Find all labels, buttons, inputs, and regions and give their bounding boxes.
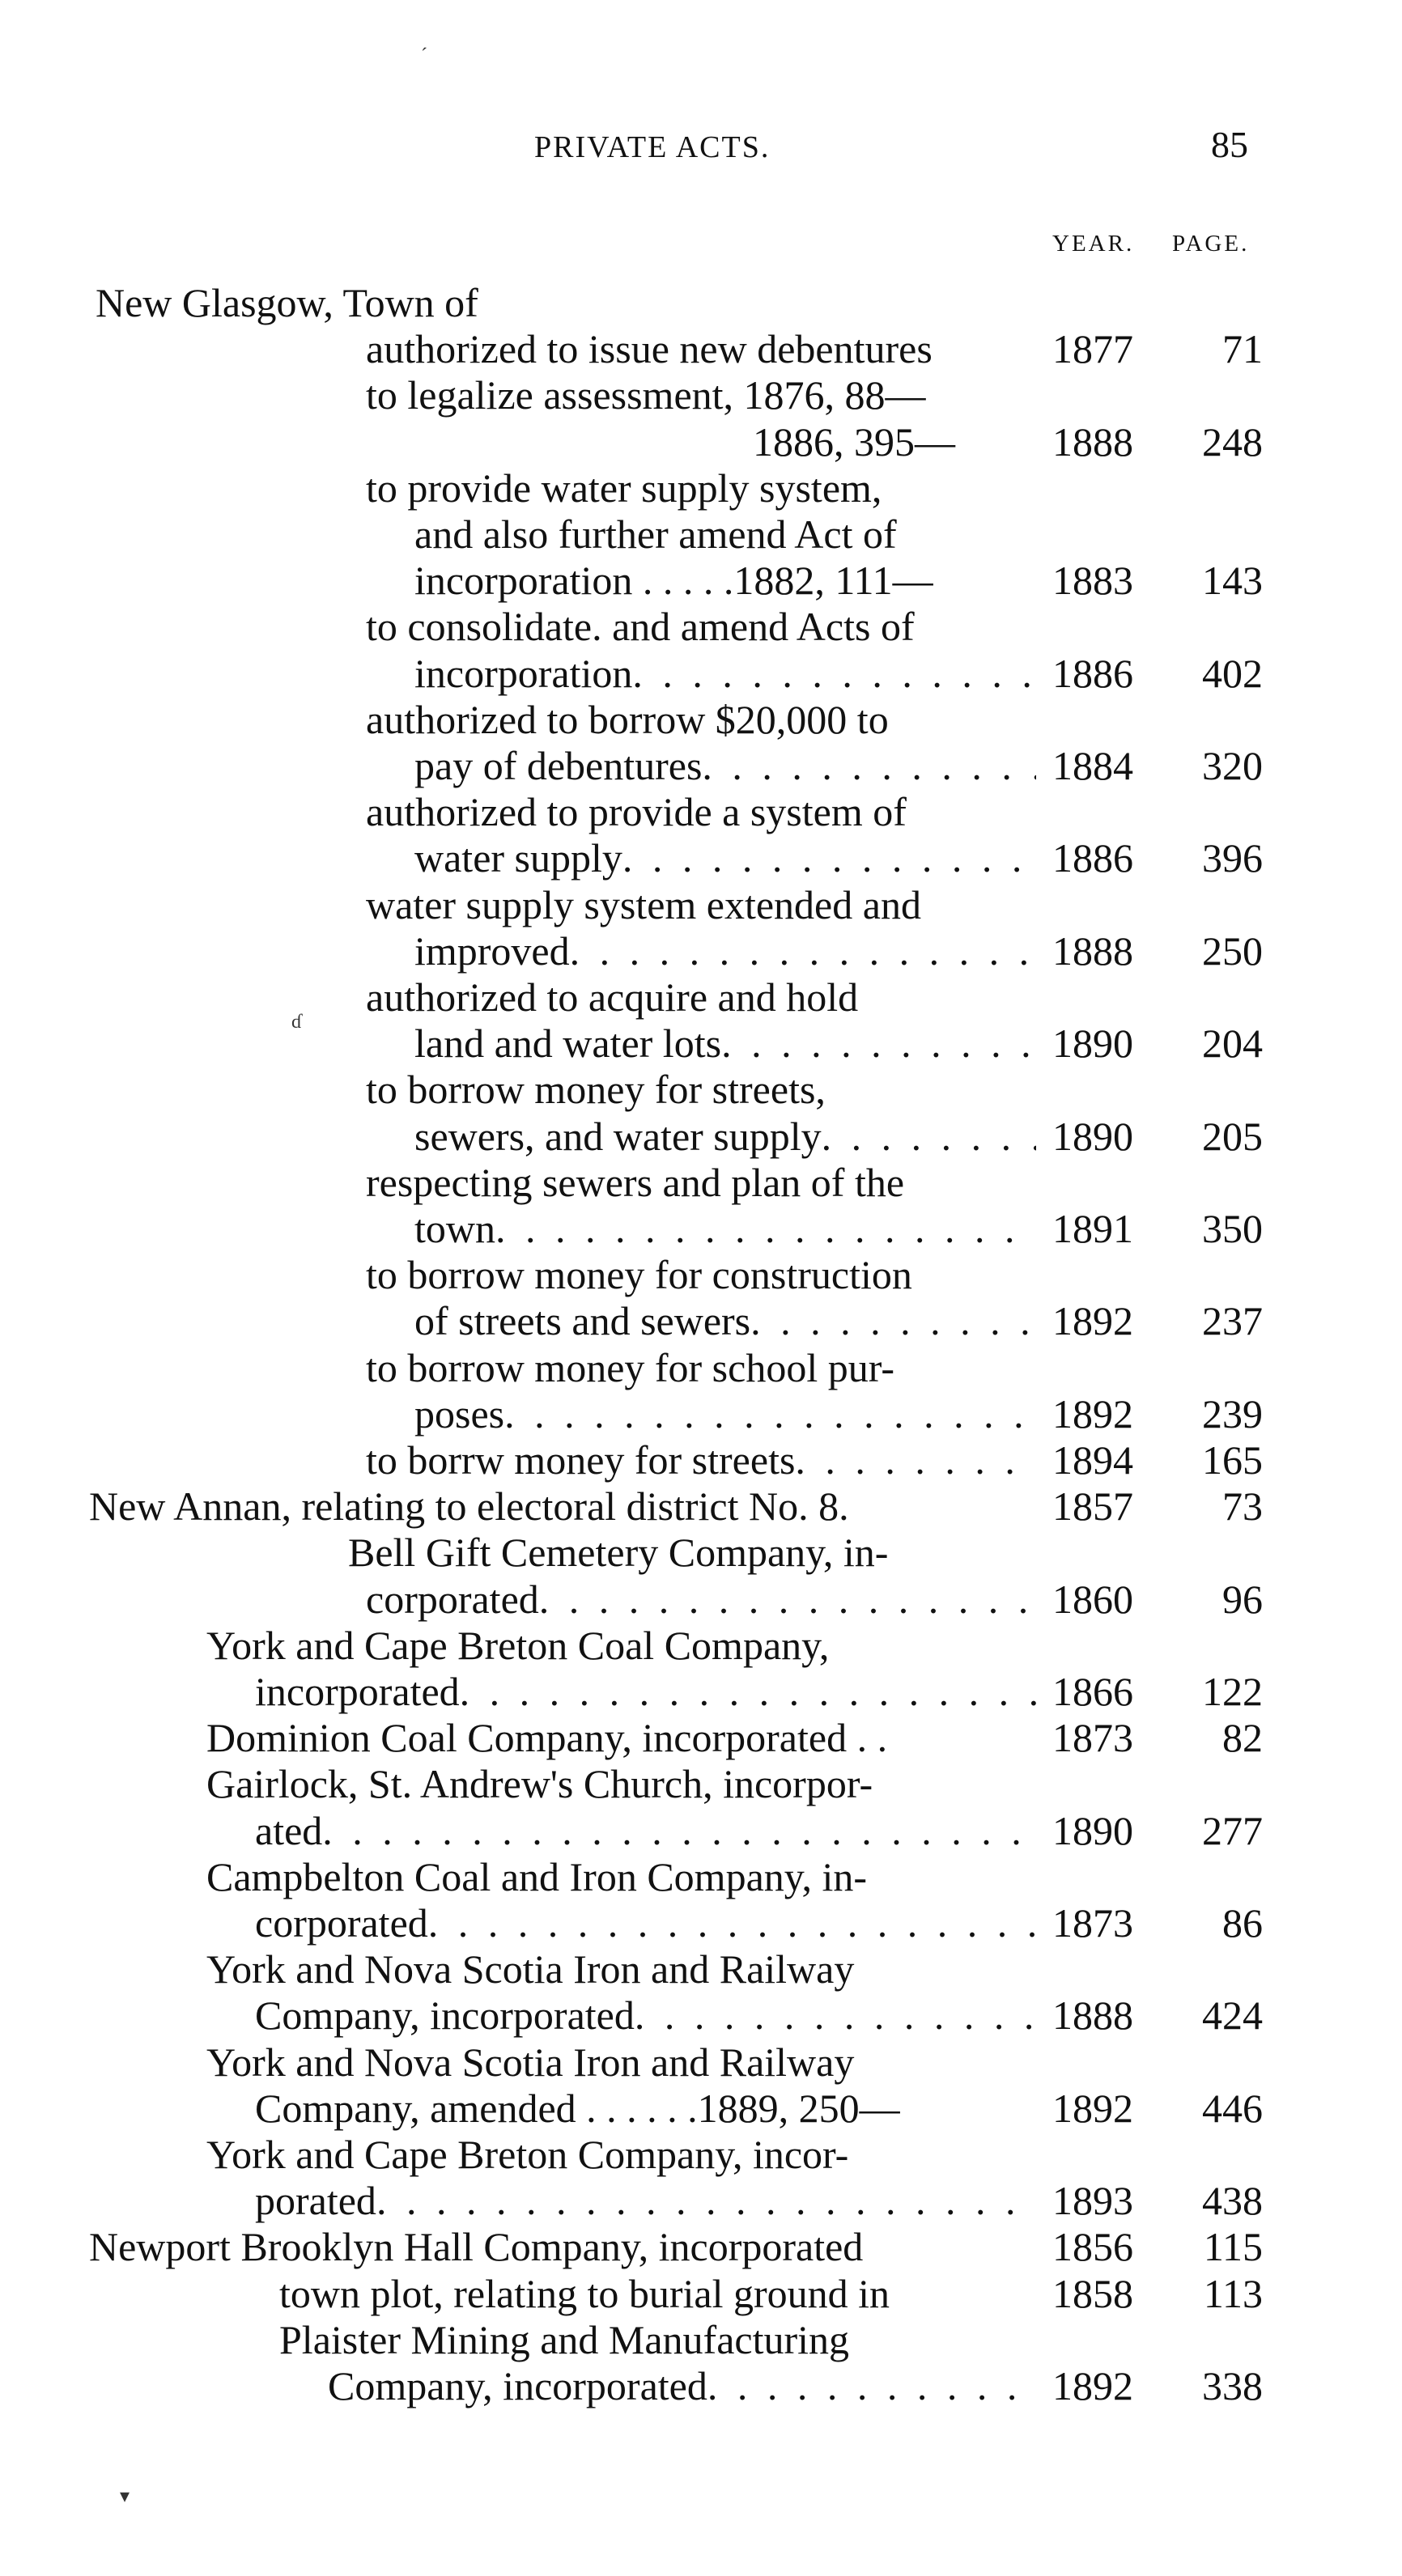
- entry-label: town: [414, 1206, 495, 1251]
- index-line: [0, 2316, 1402, 2363]
- entry-text: [414, 742, 1036, 789]
- page-value: 402: [1202, 650, 1263, 696]
- year-value: 1860: [1052, 1576, 1133, 1622]
- entry-text: authorized to acquire and hold: [366, 974, 859, 1020]
- entry-label: of streets and sewers: [414, 1298, 751, 1344]
- index-line: [0, 1205, 1402, 1252]
- index-line: [0, 325, 1402, 372]
- entry-label: ated: [255, 1807, 323, 1853]
- index-line: [0, 696, 1402, 743]
- page-value: 438: [1202, 2178, 1263, 2224]
- index-line: [0, 371, 1402, 418]
- entry-text: York and Nova Scotia Iron and Railway: [206, 2039, 855, 2085]
- year-value: 1892: [1052, 1390, 1133, 1437]
- index-line: [0, 557, 1402, 604]
- page-value: 165: [1202, 1437, 1263, 1483]
- index-line: [0, 1807, 1402, 1854]
- index-line: [0, 1714, 1402, 1761]
- entry-text: [255, 1668, 1036, 1715]
- page-value: 338: [1202, 2363, 1263, 2408]
- year-value: 1888: [1052, 1992, 1133, 2039]
- page-value: 96: [1222, 1576, 1263, 1622]
- year-value: 1888: [1052, 927, 1133, 974]
- year-value: 1894: [1052, 1437, 1133, 1483]
- index-line: [0, 465, 1402, 511]
- index-line: [0, 881, 1402, 928]
- year-value: 1890: [1052, 1807, 1133, 1853]
- entry-text: to consolidate. and amend Acts of: [366, 604, 915, 650]
- index-line: [0, 2223, 1402, 2270]
- index-line: [0, 511, 1402, 558]
- page-value: 239: [1202, 1390, 1263, 1437]
- page-value: 71: [1222, 326, 1263, 372]
- entry-text: York and Cape Breton Coal Company,: [206, 1622, 830, 1668]
- page-value: 250: [1202, 927, 1263, 974]
- entry-text: to borrow money for streets,: [366, 1067, 826, 1113]
- dot-leader: [460, 1668, 1036, 1715]
- entry-text: [414, 1113, 1036, 1160]
- entry-text: to provide water supply system,: [366, 465, 882, 511]
- index-line: [0, 1946, 1402, 1992]
- entry-text: Plaister Mining and Manufacturing: [279, 2316, 850, 2362]
- index-line: [0, 1159, 1402, 1206]
- page-value: 446: [1202, 2085, 1263, 2131]
- index-line: [0, 2085, 1402, 2132]
- dot-leader: [707, 2362, 1036, 2409]
- page-value: 277: [1202, 1807, 1263, 1853]
- year-value: 1884: [1052, 743, 1133, 788]
- index-line: [0, 1344, 1402, 1391]
- entry-text: [414, 834, 1036, 881]
- column-header-page: PAGE.: [1172, 231, 1250, 257]
- year-value: 1886: [1052, 650, 1133, 696]
- entry-text: authorized to issue new debentures: [366, 326, 933, 372]
- entry-label: corporated: [255, 1900, 428, 1946]
- entry-label: pay of debentures: [414, 743, 703, 788]
- page-number: 85: [1211, 124, 1248, 165]
- entry-label: porated: [255, 2178, 376, 2224]
- index-line: [0, 834, 1402, 881]
- entry-label: sewers, and water supply: [414, 1113, 822, 1159]
- page-value: 115: [1203, 2224, 1263, 2270]
- entry-text: and also further amend Act of: [414, 511, 897, 557]
- year-value: 1873: [1052, 1715, 1133, 1761]
- index-line: [0, 418, 1402, 465]
- page-value: 204: [1202, 1021, 1263, 1067]
- page-value: 248: [1202, 418, 1263, 465]
- entry-label: incorporated: [255, 1669, 460, 1714]
- year-value: 1873: [1052, 1900, 1133, 1946]
- entry-text: water supply system extended and: [366, 881, 921, 927]
- entry-text: New Annan, relating to electoral district No. 8.: [89, 1483, 849, 1530]
- dot-leader: [702, 742, 1036, 789]
- entry-label: poses: [414, 1390, 505, 1437]
- dot-leader: [622, 834, 1036, 881]
- year-value: 1888: [1052, 418, 1133, 465]
- index-line: [0, 1390, 1402, 1437]
- entry-text: Dominion Coal Company, incorporated . .: [206, 1715, 888, 1761]
- page-value: 205: [1202, 1113, 1263, 1159]
- entry-text: authorized to provide a system of: [366, 789, 907, 835]
- entry-text: [255, 1807, 1036, 1854]
- entry-text: [255, 1899, 1036, 1946]
- entry-label: corporated: [366, 1576, 539, 1622]
- index-line: [0, 1020, 1402, 1067]
- year-value: 1866: [1052, 1669, 1133, 1714]
- page-value: 350: [1202, 1206, 1263, 1251]
- entry-text: [414, 1205, 1036, 1252]
- index-line: [0, 1760, 1402, 1807]
- running-head: PRIVATE ACTS.: [534, 130, 771, 164]
- page-value: 86: [1222, 1900, 1263, 1946]
- index-line: [0, 2270, 1402, 2317]
- year-value: 1891: [1052, 1206, 1133, 1251]
- page-value: 143: [1202, 558, 1263, 604]
- entry-text: [366, 1437, 1036, 1483]
- year-value: 1856: [1052, 2224, 1133, 2270]
- entry-label: Company, incorporated: [328, 2363, 707, 2408]
- year-value: 1883: [1052, 558, 1133, 604]
- entry-text: respecting sewers and plan of the: [366, 1159, 905, 1205]
- dot-leader: [376, 2177, 1036, 2224]
- entry-label: land and water lots: [414, 1021, 722, 1067]
- entry-text: [255, 2177, 1036, 2224]
- index-line: [0, 1066, 1402, 1113]
- dot-leader: [632, 650, 1036, 697]
- entry-text: [414, 1390, 1036, 1437]
- entry-label: to borrw money for streets: [366, 1437, 796, 1483]
- dot-leader: [495, 1205, 1036, 1252]
- index-line: [0, 1113, 1402, 1160]
- entry-text: Newport Brooklyn Hall Company, incorporated: [89, 2224, 864, 2270]
- year-value: 1886: [1052, 835, 1133, 881]
- entry-text: York and Nova Scotia Iron and Railway: [206, 1946, 855, 1992]
- entry-text: Gairlock, St. Andrew's Church, incorpor-: [206, 1761, 873, 1807]
- year-value: 1858: [1052, 2270, 1133, 2316]
- dot-leader: [750, 1297, 1036, 1344]
- index-line: [0, 1899, 1402, 1946]
- index-line: [0, 1297, 1402, 1344]
- entry-text: authorized to borrow $20,000 to: [366, 696, 889, 742]
- entry-text: Campbelton Coal and Iron Company, in-: [206, 1853, 868, 1899]
- index-line: [0, 1437, 1402, 1483]
- year-value: 1890: [1052, 1021, 1133, 1067]
- entry-label: water supply: [414, 835, 622, 881]
- page-value: 320: [1202, 743, 1263, 788]
- entry-text: New Glasgow, Town of: [96, 280, 478, 325]
- page-value: 73: [1222, 1483, 1263, 1530]
- entry-text: incorporation . . . . .1882, 111—: [414, 558, 933, 604]
- entry-text: [414, 1020, 1036, 1067]
- dot-leader: [822, 1113, 1036, 1160]
- page-value: 396: [1202, 835, 1263, 881]
- index-line: [0, 650, 1402, 697]
- entry-text: York and Cape Breton Company, incor-: [206, 2132, 849, 2177]
- index-line: [0, 2131, 1402, 2178]
- dot-leader: [570, 927, 1036, 974]
- index-line: [0, 2177, 1402, 2224]
- index-line: [0, 1668, 1402, 1715]
- dot-leader: [635, 1992, 1036, 2039]
- dot-leader: [721, 1020, 1036, 1067]
- page-value: 424: [1202, 1992, 1263, 2039]
- entry-text: [414, 1297, 1036, 1344]
- index-line: [0, 1251, 1402, 1298]
- entry-text: to legalize assessment, 1876, 88—: [366, 372, 926, 418]
- year-value: 1892: [1052, 1298, 1133, 1344]
- entry-text: to borrow money for construction: [366, 1252, 912, 1298]
- index-line: [0, 1853, 1402, 1900]
- page-value: 82: [1222, 1715, 1263, 1761]
- dot-leader: [428, 1899, 1036, 1946]
- dot-leader: [322, 1807, 1036, 1854]
- dot-leader: [504, 1390, 1036, 1437]
- print-speck: ´: [421, 45, 427, 66]
- entry-text: Company, amended . . . . . .1889, 250—: [255, 2085, 900, 2131]
- index-line: [0, 974, 1402, 1021]
- index-line: [0, 927, 1402, 974]
- index-line: [0, 279, 1402, 326]
- entry-text: [255, 1992, 1036, 2039]
- entry-text: Bell Gift Cemetery Company, in-: [348, 1530, 889, 1576]
- entry-text: to borrow money for school pur-: [366, 1344, 895, 1390]
- index-line: [0, 1992, 1402, 2039]
- entry-text: 1886, 395—: [753, 418, 955, 465]
- year-value: 1890: [1052, 1113, 1133, 1159]
- entry-text: [414, 927, 1036, 974]
- print-speck: ɗ: [291, 1012, 301, 1033]
- index-line: [0, 742, 1402, 789]
- index-line: [0, 603, 1402, 650]
- year-value: 1893: [1052, 2178, 1133, 2224]
- entry-text: [366, 1576, 1036, 1623]
- index-line: [0, 788, 1402, 835]
- entry-text: [414, 650, 1036, 697]
- index-line: [0, 1483, 1402, 1530]
- entry-label: incorporation: [414, 650, 633, 696]
- page-value: 122: [1202, 1669, 1263, 1714]
- year-value: 1892: [1052, 2085, 1133, 2131]
- dot-leader: [795, 1437, 1036, 1483]
- page-value: 237: [1202, 1298, 1263, 1344]
- year-value: 1892: [1052, 2363, 1133, 2408]
- entry-label: Company, incorporated: [255, 1992, 635, 2039]
- print-speck: ▾: [120, 2486, 130, 2507]
- index-line: [0, 2362, 1402, 2409]
- dot-leader: [539, 1576, 1036, 1623]
- entry-text: [328, 2362, 1036, 2409]
- year-value: 1877: [1052, 326, 1133, 372]
- index-line: [0, 1576, 1402, 1623]
- index-line: [0, 2039, 1402, 2086]
- index-line: [0, 1529, 1402, 1576]
- entry-label: improved: [414, 927, 570, 974]
- entry-text: town plot, relating to burial ground in: [279, 2270, 890, 2316]
- index-line: [0, 1622, 1402, 1669]
- year-value: 1857: [1052, 1483, 1133, 1530]
- column-header-year: YEAR.: [1052, 231, 1135, 257]
- page-value: 113: [1203, 2270, 1263, 2316]
